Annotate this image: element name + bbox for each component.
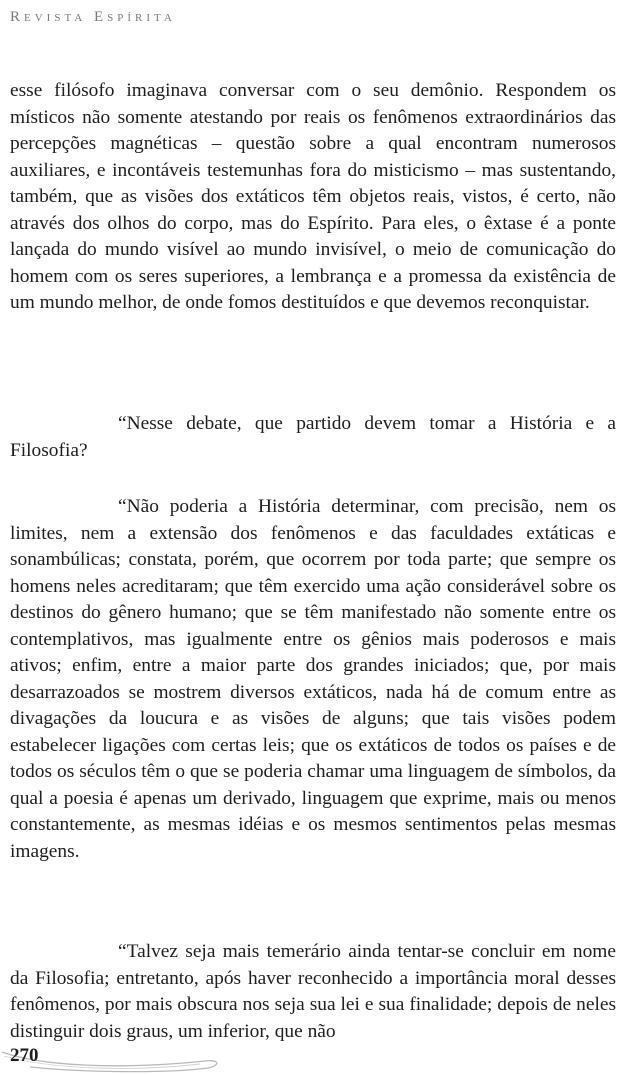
running-header: Revista Espírita (10, 9, 176, 25)
body-paragraph: “Não poderia a História determinar, com precisão, nem os limites, nem a extensão dos fenômenos e das faculdades extáticas e sonambúlicas; constata, porém, que ocorrem por toda parte; que sempre os homens neles acreditaram; que têm exercido uma ação considerável sobre os destinos do gênero humano; que se têm manifestado não somente entre os contemplativos, mas igualmente entre os gênios mais poderosos e mais ativos; enfim, entre a maior parte dos grandes iniciados; que, por mais desarrazoados se mostrem diversos extáticos, nada há de comum entre as divagações da loucura e as visões de alguns; que tais visões podem estabelecer ligações com certas leis; que os extáticos de todos os países e de todos os séculos têm o que se poderia chamar uma linguagem de símbolos, da qual a poesia é apenas um derivado, linguagem que exprime, mais ou menos constantemente, as mesmas idéias e os mesmos sentimentos pelas mesmas imagens. (10, 496, 616, 862)
body-paragraph: “Talvez seja mais temerário ainda tentar-se concluir em nome da Filosofia; entretanto, após haver reconhecido a importância moral desses fenômenos, por mais obscura nos seja sua lei e sua finalidade; depois de neles distinguir dois graus, um inferior, que não (10, 941, 616, 1042)
body-paragraph: “Nesse debate, que partido devem tomar a História e a Filosofia? (10, 413, 616, 461)
body-paragraph: esse filósofo imaginava conversar com o seu demônio. Respondem os místicos não somente atestando por reais os fenômenos extraordinários das percepções magnéticas – questão sobre a qual encontram numerosos auxiliares, e incontáveis testemunhas fora do misticismo – mas sustentando, também, que as visões dos extáticos têm objetos reais, vistos, é certo, não através dos olhos do corpo, mas do Espírito. Para eles, o êxtase é a ponte lançada do mundo visível ao mundo invisível, o meio de comunicação do homem com os seres superiores, a lembrança e a promessa da existência de um mundo melhor, de onde fomos destituídos e que devemos reconquistar. (10, 80, 616, 314)
page-number: 270 (10, 1045, 39, 1066)
